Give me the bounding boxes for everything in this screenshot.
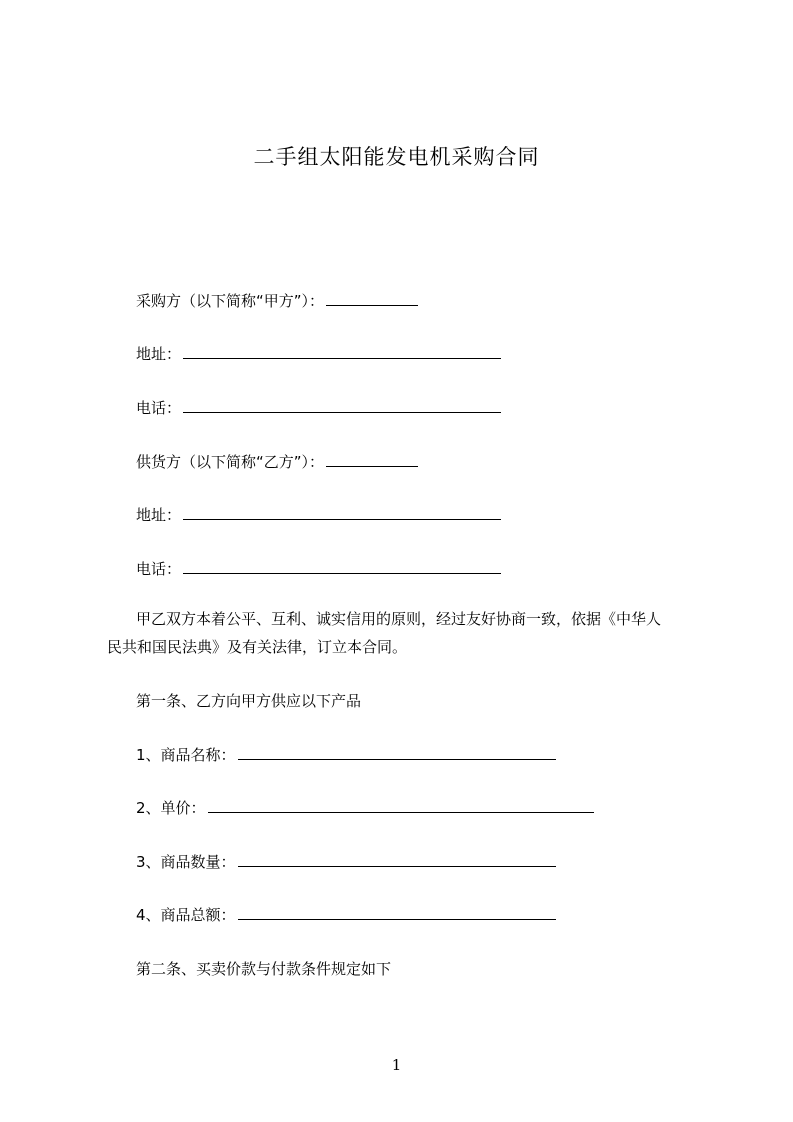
item1-line — [136, 744, 556, 766]
buyer-name-blank — [326, 291, 418, 306]
article2-text: 第二条、买卖价款与付款条件规定如下 — [136, 960, 392, 978]
document-title: 二手组太阳能发电机采购合同 — [253, 145, 540, 169]
buyer-phone-blank — [183, 398, 501, 413]
item3-line — [136, 851, 556, 873]
buyer-phone-label: 电话： — [136, 399, 182, 417]
seller-name-blank — [326, 452, 418, 467]
article1-text: 第一条、乙方向甲方供应以下产品 — [136, 692, 362, 710]
intro-paragraph-line1 — [136, 608, 661, 630]
buyer-address-line — [136, 343, 501, 365]
buyer-address-label: 地址： — [136, 345, 182, 363]
seller-address-blank — [183, 505, 501, 520]
page-number: 1 — [391, 1056, 402, 1074]
item3-blank — [238, 852, 556, 867]
article2-heading — [136, 958, 391, 980]
buyer-phone-line — [136, 397, 501, 419]
item2-label: 2、单价： — [136, 799, 206, 817]
item3-label: 3、商品数量： — [136, 853, 236, 871]
buyer-address-blank — [183, 344, 501, 359]
seller-phone-blank — [183, 559, 501, 574]
item4-line — [136, 904, 556, 926]
item1-label: 1、商品名称： — [136, 746, 236, 764]
item4-label: 4、商品总额： — [136, 906, 236, 924]
item2-blank — [208, 798, 594, 813]
seller-line — [136, 451, 418, 473]
seller-phone-line — [136, 558, 501, 580]
item4-blank — [238, 905, 556, 920]
item2-line — [136, 797, 594, 819]
intro-line1: 甲乙双方本着公平、互利、诚实信用的原则，经过友好协商一致，依据《中华人 — [136, 610, 662, 628]
intro-line2: 民共和国民法典》及有关法律，订立本合同。 — [107, 638, 408, 656]
buyer-line — [136, 290, 418, 312]
seller-address-label: 地址： — [136, 506, 182, 524]
seller-address-line — [136, 504, 501, 526]
item1-blank — [238, 745, 556, 760]
seller-label: 供货方（以下简称“乙方”）： — [136, 453, 325, 471]
buyer-label: 采购方（以下简称“甲方”）： — [136, 292, 325, 310]
article1-heading — [136, 690, 361, 712]
intro-paragraph-line2 — [107, 636, 407, 658]
seller-phone-label: 电话： — [136, 560, 182, 578]
